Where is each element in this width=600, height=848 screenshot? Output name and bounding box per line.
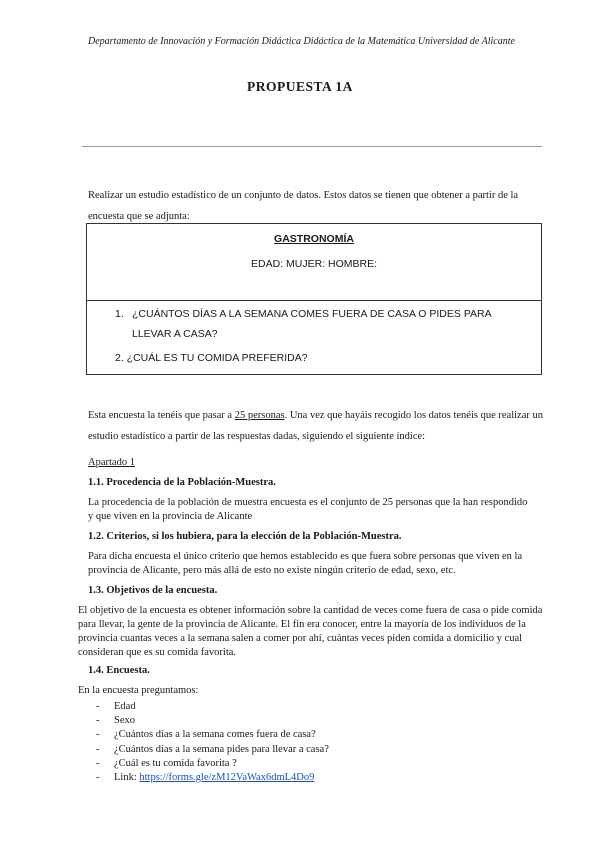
- link-label: Link:: [114, 772, 140, 784]
- text-1-2: Para dicha encuesta el único criterio que hemos establecido es que fuera sobre personas que viven en la provincia de Alicante, pero más allá de esto no existe ningún criterio de edad, sexo, etc.: [88, 551, 523, 576]
- text-1-4: En la encuesta preguntamos:: [78, 685, 199, 696]
- list-item: [96, 700, 329, 714]
- survey-title: GASTRONOMÍA: [274, 233, 354, 245]
- instructions-emphasis: 25 personas: [234, 410, 285, 421]
- question-list: [96, 700, 329, 785]
- survey-fields: EDAD: MUJER: HOMBRE:: [250, 258, 377, 270]
- instructions-text: Esta encuesta la tenéis que pasar a: [88, 410, 235, 421]
- form-link[interactable]: https://forms.gle/zM12VaWax6dmL4Do9: [139, 772, 315, 784]
- list-item-text: ¿Cuántos días a la semana pides para llevar a casa?: [114, 743, 329, 755]
- list-dash: -: [96, 701, 100, 712]
- list-dash: -: [96, 715, 100, 727]
- section-apartado: Apartado 1: [88, 457, 135, 468]
- horizontal-rule: [82, 146, 542, 147]
- intro-paragraph: Realizar un estudio estadístico de un conjunto de datos. Estos datos se tienen que obtener a partir de la encuesta que se adjunta:: [88, 190, 519, 222]
- list-item: [96, 757, 329, 771]
- instructions-text-end: . Una vez que hayáis recogido los datos tenéis que realizar un estudio estadístico a partir de las respuestas dadas, siguiendo el siguiente índice:: [88, 410, 543, 442]
- list-item-text: ¿Cuál es tu comida favorita ?: [114, 757, 237, 769]
- list-dash: -: [96, 757, 100, 769]
- list-item: [96, 714, 329, 728]
- list-dash: -: [96, 772, 100, 784]
- question-number: 1.: [115, 308, 124, 320]
- list-item: [96, 743, 329, 757]
- question-text: ¿CUÁNTOS DÍAS A LA SEMANA COMES FUERA DE CASA O PIDES PARA LLEVAR A CASA?: [132, 308, 492, 340]
- instructions-paragraph: [88, 405, 543, 447]
- text-1-1: La procedencia de la población de muestra encuesta es el conjunto de 25 personas que la han respondido y que viven en la provincia de Alicante: [88, 497, 528, 522]
- list-item-text: ¿Cuántos días a la semana comes fuera de casa?: [114, 729, 316, 741]
- heading-1-4: 1.4. Encuesta.: [88, 665, 150, 676]
- page-header: Departamento de Innovación y Formación Didáctica Didáctica de la Matemática Universidad de Alicante: [88, 36, 515, 47]
- survey-question-1: [115, 304, 525, 344]
- list-item-text: Sexo: [114, 715, 135, 727]
- heading-1-3: 1.3. Objetivos de la encuesta.: [88, 585, 218, 596]
- text-1-3: El objetivo de la encuesta es obtener información sobre la cantidad de veces come fuera de casa o pide comida para llevar, la gente de la provincia de Alicante. El fin era conocer, entre la mayoría de los individuos de la provincia cuantas veces a la semana salen a comer por ahí, cuántas veces piden comida a domicilio y cual consideran que es su comida favorita.: [78, 605, 543, 658]
- heading-1-1: 1.1. Procedencia de la Población-Muestra.: [88, 477, 276, 488]
- list-item-text: Edad: [114, 701, 136, 712]
- survey-box: [86, 223, 542, 375]
- page-title: PROPUESTA 1A: [247, 79, 353, 94]
- survey-divider: [87, 300, 541, 301]
- list-dash: -: [96, 743, 100, 755]
- list-item-link: [96, 771, 329, 785]
- heading-1-2: 1.2. Criterios, si los hubiera, para la elección de la Población-Muestra.: [88, 531, 402, 542]
- list-item: [96, 728, 329, 742]
- survey-question-2: 2. ¿CUÁL ES TU COMIDA PREFERIDA?: [115, 352, 308, 364]
- list-dash: -: [96, 729, 100, 741]
